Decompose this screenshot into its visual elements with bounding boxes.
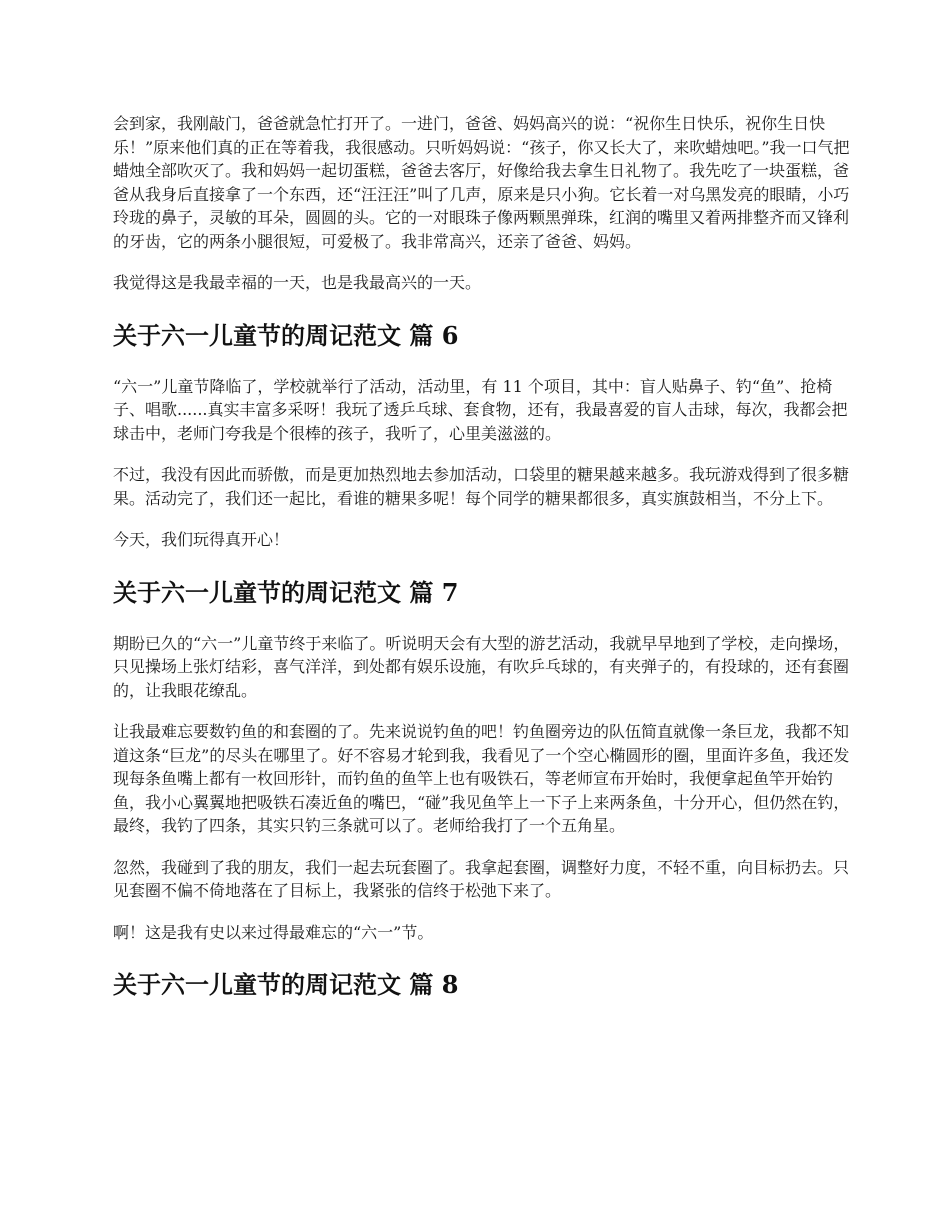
section-6-paragraph-3: 今天，我们玩得真开心！ xyxy=(113,530,290,549)
section-6-paragraph-2: 不过，我没有因此而骄傲，而是更加热烈地去参加活动，口袋里的糖果越来越多。我玩游戏得到了很多糖果。活动完了，我们还一起比，看谁的糖果多呢！每个同学的糖果都很多，真实旗鼓相当，不分上下。 xyxy=(113,465,850,508)
section-6-heading: 关于六一儿童节的周记范文 篇 6 xyxy=(113,320,459,350)
section-7-paragraph-2: 让我最难忘要数钓鱼的和套圈的了。先来说说钓鱼的吧！钓鱼圈旁边的队伍简直就像一条巨龙，我都不知道这条“巨龙”的尽头在哪里了。好不容易才轮到我，我看见了一个空心椭圆形的圈，里面许多鱼，我还发现每条鱼嘴上都有一枚回形针，而钓鱼的鱼竿上也有吸铁石，等老师宣布开始时，我便拿起鱼竿开始钓鱼，我小心翼翼地把吸铁石凑近鱼的嘴巴，“碰”我见鱼竿上一下子上来两条鱼，十分开心，但仍然在钓，最终，我钓了四条，其实只钓三条就可以了。老师给我打了一个五角星。 xyxy=(113,722,850,835)
section-7-paragraph-1: 期盼已久的“六一”儿童节终于来临了。听说明天会有大型的游艺活动，我就早早地到了学校，走向操场，只见操场上张灯结彩，喜气洋洋，到处都有娱乐设施，有吹乒乓球的，有夹弹子的，有投球的，还有套圈的，让我眼花缭乱。 xyxy=(113,633,850,700)
section-7-paragraph-3: 忽然，我碰到了我的朋友，我们一起去玩套圈了。我拿起套圈，调整好力度，不轻不重，向目标扔去。只见套圈不偏不倚地落在了目标上，我紧张的信终于松弛下来了。 xyxy=(113,857,850,900)
section-7-heading: 关于六一儿童节的周记范文 篇 7 xyxy=(113,577,459,607)
document-page xyxy=(113,112,855,1024)
intro-paragraph-1: 会到家，我刚敲门，爸爸就急忙打开了。一进门，爸爸、妈妈高兴的说：“祝你生日快乐，祝你生日快乐！”原来他们真的正在等着我，我很感动。只听妈妈说：“孩子，你又长大了，来吹蜡烛吧。”我一口气把蜡烛全部吹灭了。我和妈妈一起切蛋糕，爸爸去客厅，好像给我去拿生日礼物了。我先吃了一块蛋糕，爸爸从我身后直接拿了一个东西，还“汪汪汪”叫了几声，原来是只小狗。它长着一对乌黑发亮的眼睛，小巧玲珑的鼻子，灵敏的耳朵，圆圆的头。它的一对眼珠子像两颗黑弹珠，红润的嘴里又着两排整齐而又锋利的牙齿，它的两条小腿很短，可爱极了。我非常高兴，还亲了爸爸、妈妈。 xyxy=(113,114,850,251)
section-8-heading: 关于六一儿童节的周记范文 篇 8 xyxy=(113,970,459,999)
section-6-paragraph-1: “六一”儿童节降临了，学校就举行了活动，活动里，有 11 个项目，其中：盲人贴鼻子、钓“鱼”、抢椅子、唱歌......真实丰富多采呀！我玩了透乒乓球、套食物，还有，我最喜爱的盲人击球，每次，我都会把球击中，老师门夸我是个很棒的孩子，我听了，心里美滋滋的。 xyxy=(113,376,848,443)
section-7-paragraph-4: 啊！这是我有史以来过得最难忘的“六一”节。 xyxy=(113,922,434,942)
intro-paragraph-2: 我觉得这是我最幸福的一天，也是我最高兴的一天。 xyxy=(113,273,482,292)
